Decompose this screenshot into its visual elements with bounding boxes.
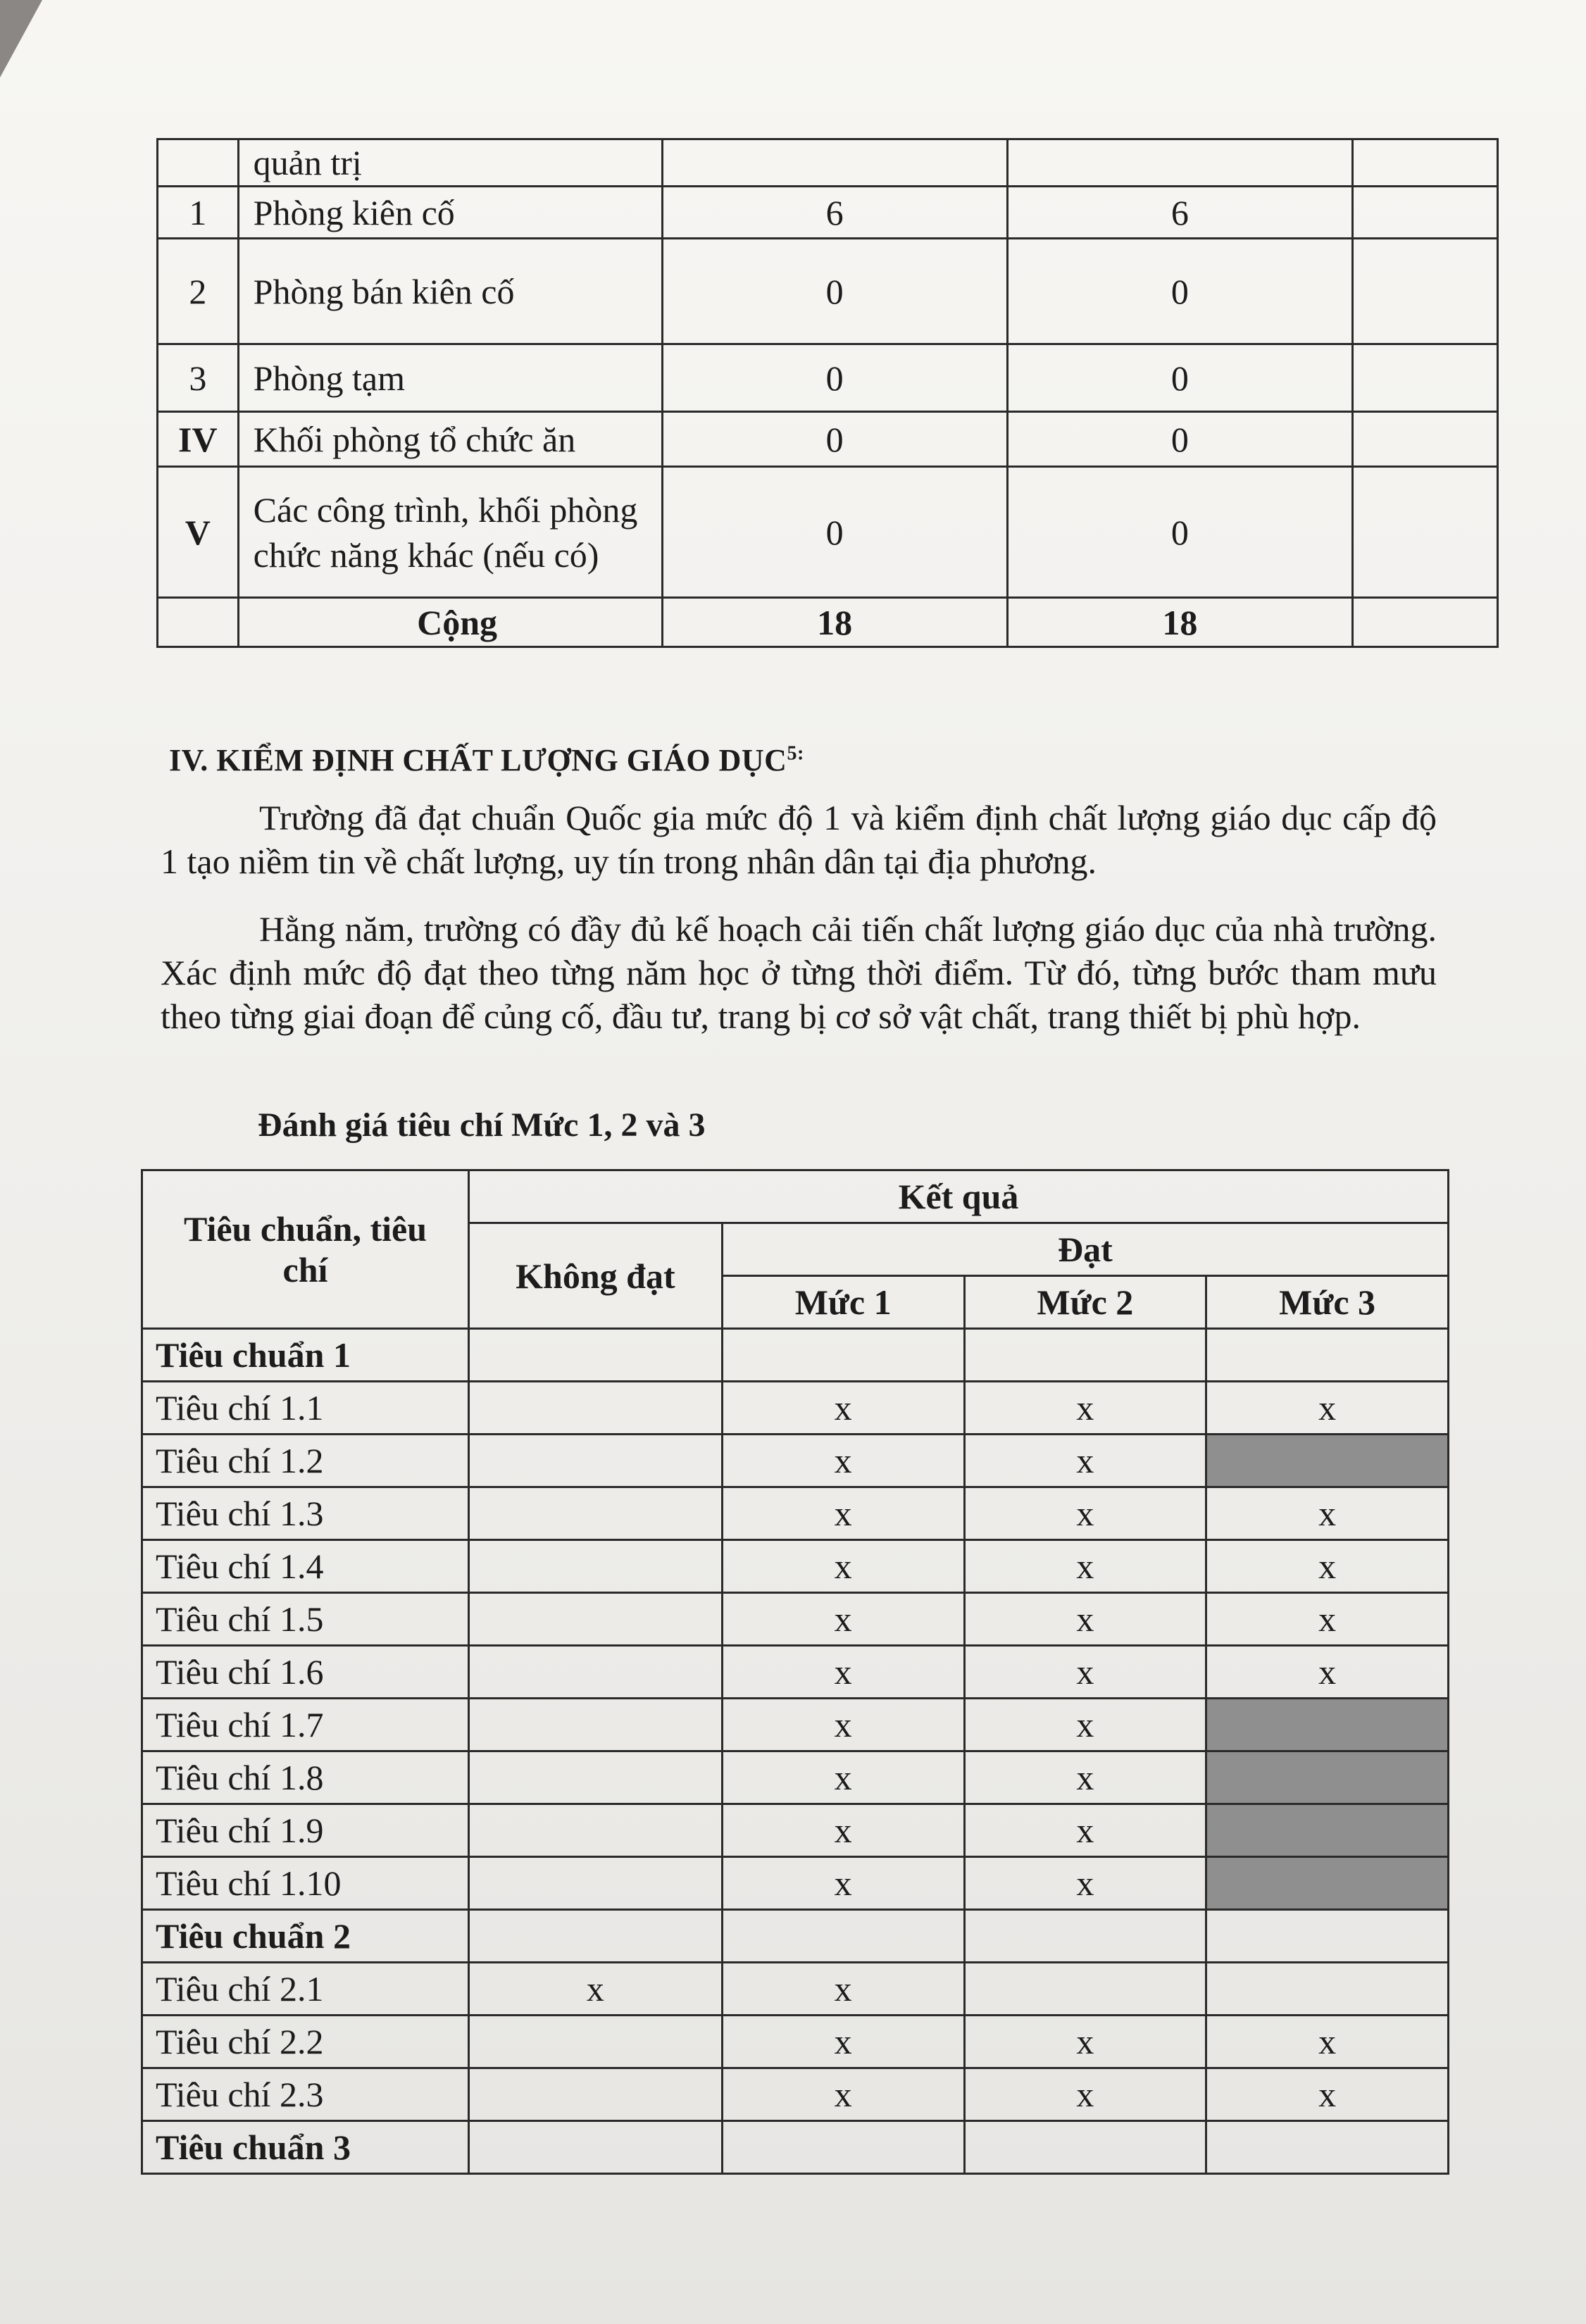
total-before: 18 — [662, 598, 1007, 647]
value-after — [1007, 139, 1352, 187]
cell-level-3: x — [1206, 2016, 1449, 2068]
cell-fail — [469, 2068, 723, 2121]
criterion-row — [142, 1804, 1449, 1857]
empty-cell — [158, 598, 239, 647]
criterion-row — [142, 2068, 1449, 2121]
cell-level-1: x — [722, 1699, 964, 1751]
cell-level-2: x — [964, 1540, 1206, 1593]
cell-fail: x — [469, 1963, 723, 2016]
cell-level-2: x — [964, 1646, 1206, 1699]
cell-level-2 — [964, 1963, 1206, 2016]
criterion-label: Tiêu chuẩn 1 — [142, 1329, 469, 1382]
criterion-label: Tiêu chí 1.3 — [142, 1487, 469, 1540]
criterion-label: Tiêu chí 1.10 — [142, 1857, 469, 1910]
criterion-label: Tiêu chí 2.1 — [142, 1963, 469, 2016]
cell-level-3: x — [1206, 1593, 1449, 1646]
standard-row — [142, 1329, 1449, 1382]
criterion-row — [142, 1699, 1449, 1751]
cell-fail — [469, 1593, 723, 1646]
header-row-1 — [142, 1170, 1449, 1223]
facility-name: Các công trình, khối phòng chức năng khác (nếu có) — [238, 467, 662, 598]
cell-level-1: x — [722, 1540, 964, 1593]
header-result: Kết quả — [469, 1170, 1449, 1223]
value-after: 0 — [1007, 239, 1352, 344]
empty-cell — [1352, 239, 1497, 344]
empty-cell — [1352, 344, 1497, 412]
criterion-row — [142, 1857, 1449, 1910]
cell-fail — [469, 1857, 723, 1910]
row-number: 1 — [158, 187, 239, 239]
criterion-label: Tiêu chí 2.2 — [142, 2016, 469, 2068]
criterion-label: Tiêu chí 1.4 — [142, 1540, 469, 1593]
table-title: Đánh giá tiêu chí Mức 1, 2 và 3 — [258, 1106, 706, 1144]
cell-level-3 — [1206, 1910, 1449, 1963]
value-after: 0 — [1007, 467, 1352, 598]
facility-row — [158, 239, 1498, 344]
cell-level-2: x — [964, 1751, 1206, 1804]
cell-level-1: x — [722, 1487, 964, 1540]
criterion-row — [142, 1487, 1449, 1540]
paragraph-1: Trường đã đạt chuẩn Quốc gia mức độ 1 và kiểm định chất lượng giáo dục cấp độ 1 tạo niềm tin về chất lượng, uy tín trong nhân dân tại địa phương. — [161, 798, 1437, 881]
criterion-label: Tiêu chí 1.5 — [142, 1593, 469, 1646]
cell-fail — [469, 1487, 723, 1540]
row-number: V — [158, 467, 239, 598]
criterion-label: Tiêu chí 1.2 — [142, 1435, 469, 1487]
criterion-label: Tiêu chuẩn 3 — [142, 2121, 469, 2174]
value-before: 0 — [662, 412, 1007, 467]
value-before: 6 — [662, 187, 1007, 239]
cell-fail — [469, 1435, 723, 1487]
cell-fail — [469, 1699, 723, 1751]
cell-level-2: x — [964, 1435, 1206, 1487]
value-after: 0 — [1007, 344, 1352, 412]
cell-fail — [469, 1540, 723, 1593]
facility-name: quản trị — [238, 139, 662, 187]
paragraph-2: Hằng năm, trường có đầy đủ kế hoạch cải tiến chất lượng giáo dục của nhà trường. Xác định mức độ đạt theo từng năm học ở từng thời điểm. Từ đó, từng bước tham mưu theo từng giai đoạn để củng cố, đầu tư, trang bị cơ sở vật chất, trang thiết bị phù hợp. — [161, 909, 1437, 1036]
value-after: 6 — [1007, 187, 1352, 239]
total-after: 18 — [1007, 598, 1352, 647]
facility-name: Phòng kiên cố — [238, 187, 662, 239]
cell-level-1: x — [722, 2016, 964, 2068]
row-number: 3 — [158, 344, 239, 412]
header-level-1: Mức 1 — [722, 1276, 964, 1329]
cell-level-3 — [1206, 1435, 1449, 1487]
cell-level-1: x — [722, 1593, 964, 1646]
cell-level-1: x — [722, 1751, 964, 1804]
cell-fail — [469, 1804, 723, 1857]
facility-name: Phòng bán kiên cố — [238, 239, 662, 344]
section-heading-text: IV. KIỂM ĐỊNH CHẤT LƯỢNG GIÁO DỤC — [169, 743, 787, 777]
cell-level-3 — [1206, 2121, 1449, 2174]
facility-name: Phòng tạm — [238, 344, 662, 412]
cell-level-3: x — [1206, 1487, 1449, 1540]
header-pass: Đạt — [722, 1223, 1448, 1276]
header-level-3: Mức 3 — [1206, 1276, 1449, 1329]
cell-level-1: x — [722, 1382, 964, 1435]
cell-level-1: x — [722, 2068, 964, 2121]
empty-cell — [1352, 139, 1497, 187]
cell-level-2: x — [964, 1487, 1206, 1540]
cell-fail — [469, 1646, 723, 1699]
cell-fail — [469, 1910, 723, 1963]
cell-level-3 — [1206, 1857, 1449, 1910]
cell-level-2: x — [964, 2016, 1206, 2068]
cell-level-3: x — [1206, 1646, 1449, 1699]
value-before: 0 — [662, 344, 1007, 412]
cell-fail — [469, 2121, 723, 2174]
cell-level-2: x — [964, 2068, 1206, 2121]
facility-row — [158, 139, 1498, 187]
cell-fail — [469, 1382, 723, 1435]
criterion-label: Tiêu chí 1.7 — [142, 1699, 469, 1751]
cell-level-1 — [722, 1910, 964, 1963]
cell-level-2 — [964, 1910, 1206, 1963]
header-fail: Không đạt — [469, 1223, 723, 1329]
criterion-row — [142, 1646, 1449, 1699]
criterion-row — [142, 1435, 1449, 1487]
cell-level-3 — [1206, 1963, 1449, 2016]
facility-row — [158, 467, 1498, 598]
empty-cell — [1352, 598, 1497, 647]
value-after: 0 — [1007, 412, 1352, 467]
cell-level-1 — [722, 2121, 964, 2174]
cell-level-1: x — [722, 1804, 964, 1857]
criterion-label: Tiêu chuẩn 2 — [142, 1910, 469, 1963]
cell-level-2 — [964, 2121, 1206, 2174]
cell-fail — [469, 2016, 723, 2068]
header-level-2: Mức 2 — [964, 1276, 1206, 1329]
total-row — [158, 598, 1498, 647]
cell-level-3 — [1206, 1699, 1449, 1751]
total-label: Cộng — [238, 598, 662, 647]
criterion-label: Tiêu chí 1.1 — [142, 1382, 469, 1435]
cell-level-2: x — [964, 1857, 1206, 1910]
cell-level-1: x — [722, 1963, 964, 2016]
cell-fail — [469, 1751, 723, 1804]
standard-row — [142, 1910, 1449, 1963]
standard-row — [142, 2121, 1449, 2174]
facility-name: Khối phòng tổ chức ăn — [238, 412, 662, 467]
header-criteria: Tiêu chuẩn, tiêu chí — [142, 1170, 469, 1329]
section-heading — [169, 742, 804, 778]
footnote-mark: 5: — [787, 742, 804, 765]
cell-level-1: x — [722, 1435, 964, 1487]
cell-level-3: x — [1206, 1540, 1449, 1593]
cell-level-2: x — [964, 1699, 1206, 1751]
cell-level-1: x — [722, 1857, 964, 1910]
cell-level-1: x — [722, 1646, 964, 1699]
page-corner-shadow — [0, 0, 42, 77]
criterion-row — [142, 1382, 1449, 1435]
row-number: 2 — [158, 239, 239, 344]
cell-fail — [469, 1329, 723, 1382]
cell-level-2: x — [964, 1382, 1206, 1435]
empty-cell — [1352, 467, 1497, 598]
facility-row — [158, 412, 1498, 467]
facility-row — [158, 344, 1498, 412]
cell-level-3: x — [1206, 1382, 1449, 1435]
criterion-label: Tiêu chí 1.8 — [142, 1751, 469, 1804]
cell-level-2: x — [964, 1804, 1206, 1857]
criterion-row — [142, 1593, 1449, 1646]
criterion-row — [142, 2016, 1449, 2068]
cell-level-3 — [1206, 1751, 1449, 1804]
empty-cell — [1352, 187, 1497, 239]
row-number — [158, 139, 239, 187]
facilities-table — [156, 138, 1499, 648]
cell-level-2: x — [964, 1593, 1206, 1646]
empty-cell — [1352, 412, 1497, 467]
cell-level-1 — [722, 1329, 964, 1382]
criterion-label: Tiêu chí 1.6 — [142, 1646, 469, 1699]
value-before: 0 — [662, 467, 1007, 598]
criteria-evaluation-table — [141, 1169, 1449, 2175]
criterion-label: Tiêu chí 2.3 — [142, 2068, 469, 2121]
value-before: 0 — [662, 239, 1007, 344]
cell-level-3 — [1206, 1804, 1449, 1857]
criterion-label: Tiêu chí 1.9 — [142, 1804, 469, 1857]
row-number: IV — [158, 412, 239, 467]
criterion-row — [142, 1540, 1449, 1593]
cell-level-3 — [1206, 1329, 1449, 1382]
cell-level-3: x — [1206, 2068, 1449, 2121]
cell-level-2 — [964, 1329, 1206, 1382]
facility-row — [158, 187, 1498, 239]
criterion-row — [142, 1963, 1449, 2016]
criterion-row — [142, 1751, 1449, 1804]
value-before — [662, 139, 1007, 187]
